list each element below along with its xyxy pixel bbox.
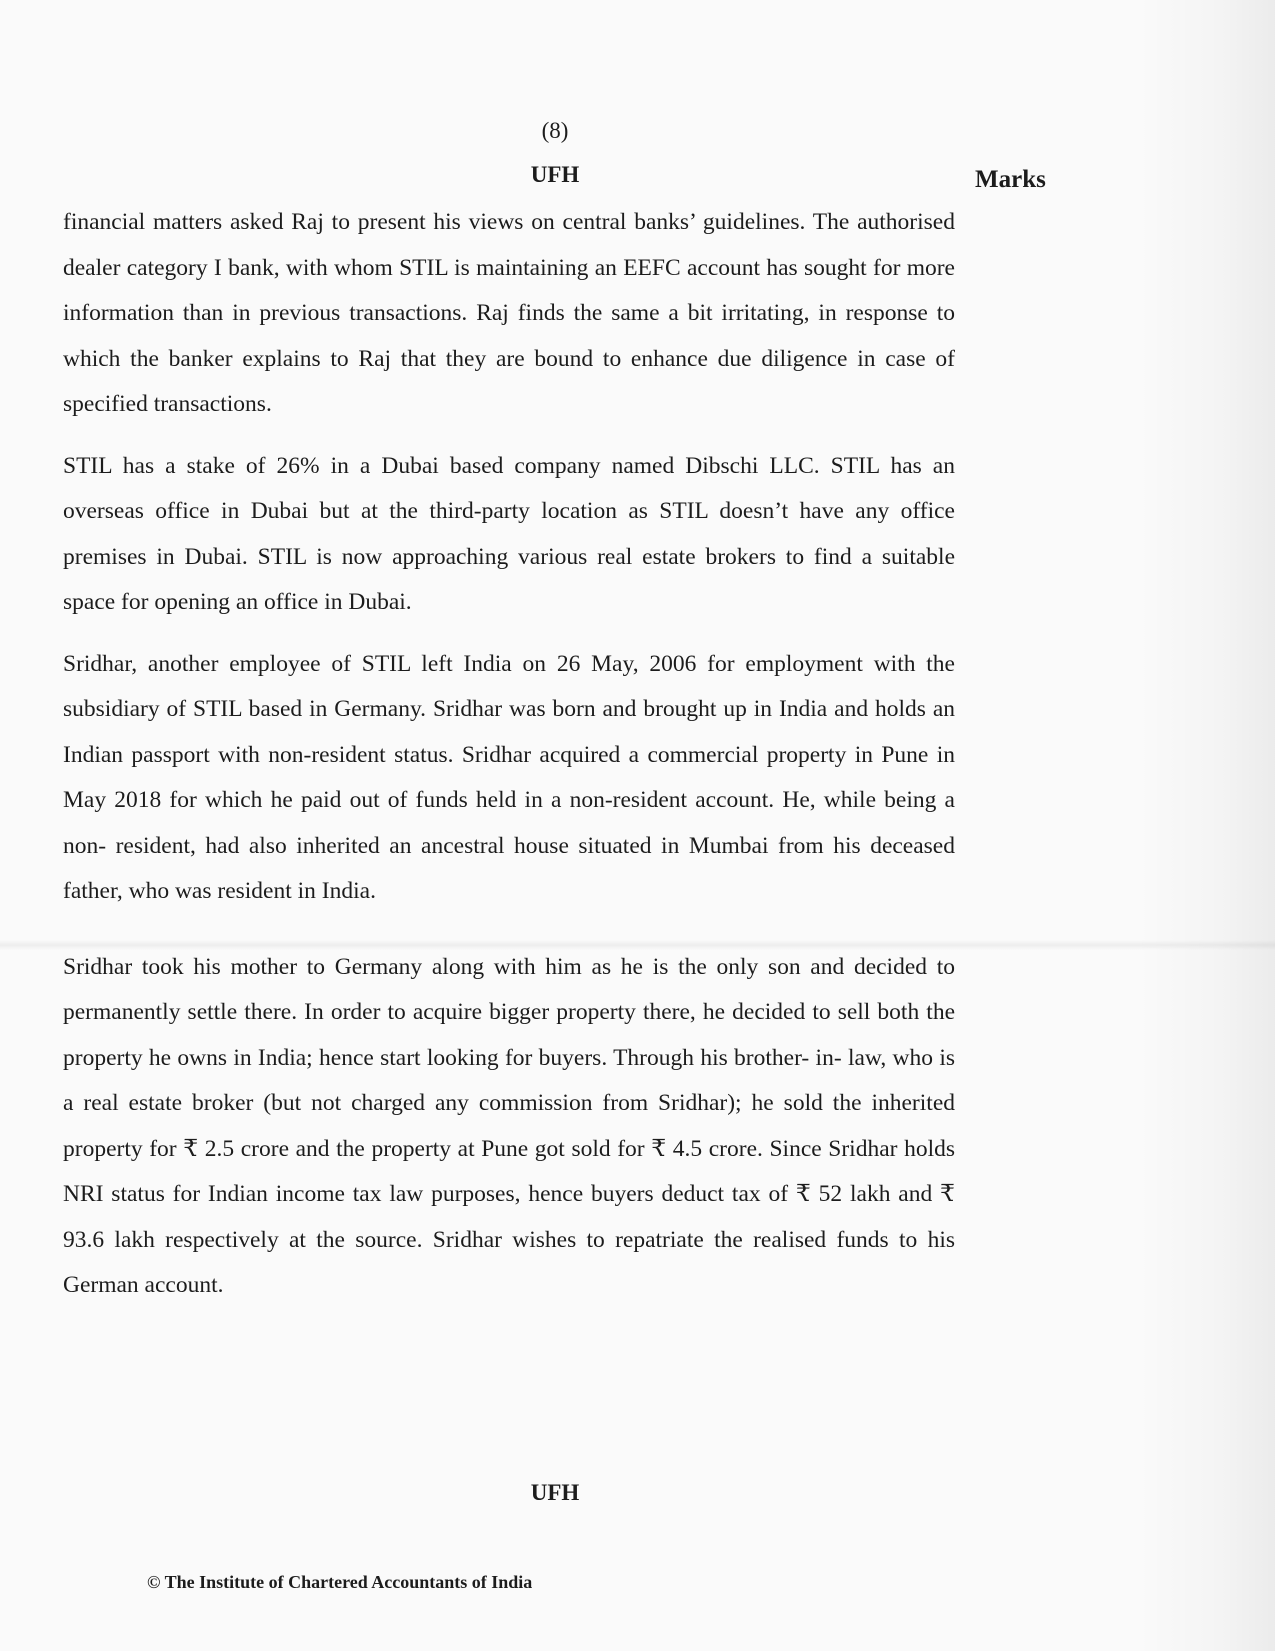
paragraph-raj-bank: financial matters asked Raj to present his views on central banks’ guidelines. The authorised dealer category I bank, with whom STIL is maintaining an EEFC account has sought for more information than in previous transactions. Raj finds the same a bit irritating, in response to which the banker explains to Raj that they are bound to enhance due diligence in case of specified transactions. xyxy=(63,209,955,417)
paragraph-sridhar-property: Sridhar, another employee of STIL left India on 26 May, 2006 for employment with the subsidiary of STIL based in Germany. Sridhar was born and brought up in India and holds an Indian passport with non-resident status. Sridhar acquired a commercial property in Pune in May 2018 for which he paid out of funds held in a non-resident account. He, while being a non- resident, had also inherited an ancestral house situated in Mumbai from his deceased father, who was resident in India. xyxy=(63,650,955,904)
page-number: (8) xyxy=(541,118,569,143)
footer-paper-code: UFH xyxy=(530,1480,580,1505)
paragraph-stil-dubai: STIL has a stake of 26% in a Dubai based company named Dibschi LLC. STIL has an overseas office in Dubai but at the third-party location as STIL doesn’t have any office premises in Dubai. STIL is now approaching various real estate brokers to find a suitable space for opening an office in Dubai. xyxy=(63,452,955,615)
scan-edge-shadow xyxy=(1135,0,1275,1651)
header-paper-code: UFH xyxy=(530,162,580,187)
question-body xyxy=(63,200,955,1325)
marks-column-label: Marks xyxy=(975,166,1046,193)
paragraph-sridhar-sale: Sridhar took his mother to Germany along with him as he is the only son and decided to permanently settle there. In order to acquire bigger property there, he decided to sell both the property he owns in India; hence start looking for buyers. Through his brother- in- law, who is a real estate broker (but not charged any commission from Sridhar); he sold the inherited property for ₹ 2.5 crore and the property at Pune got sold for ₹ 4.5 crore. Since Sridhar holds NRI status for Indian income tax law purposes, hence buyers deduct tax of ₹ 52 lakh and ₹ 93.6 lakh respectively at the source. Sridhar wishes to repatriate the realised funds to his German account. xyxy=(63,953,955,1298)
copyright-notice: © The Institute of Chartered Accountants of India xyxy=(147,1572,533,1592)
